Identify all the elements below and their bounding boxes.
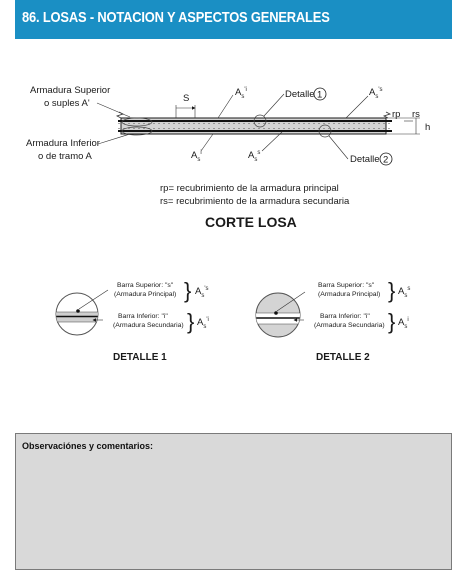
detail-1-top-bar: Barra Superior: "s": [117, 282, 174, 289]
armadura-inferior-label-2: o de tramo A: [38, 151, 92, 162]
detalle-2-label: Detalle: [350, 154, 380, 165]
legend-rs: rs= recubrimiento de la armadura secundaria: [160, 196, 350, 207]
observations-box[interactable]: [15, 433, 452, 570]
as-top-left-label: $A_s^{'i}$: [235, 87, 247, 100]
detail-2: [250, 278, 410, 363]
detail-1-bottom-as: $A_s^{'i}$: [197, 317, 209, 330]
break-right-icon: [384, 112, 390, 118]
detail-2-title: DETALLE 2: [316, 352, 370, 363]
detail-1-bottom-bar-2: (Armadura Secundaria): [113, 322, 184, 329]
h-label: h: [425, 122, 431, 133]
detail-2-bottom-brace: }: [388, 309, 396, 334]
corte-losa-title: CORTE LOSA: [205, 214, 297, 230]
detail-1-bottom-brace: }: [187, 309, 195, 334]
detail-2-top-bar-2: (Armadura Principal): [318, 291, 381, 298]
detail-2-top-brace: }: [388, 278, 396, 303]
detail-2-bottom-as: $A_s^i$: [398, 317, 409, 330]
armadura-superior-label: Armadura Superior: [30, 85, 111, 96]
detail-2-bottom-bar: Barra Inferior: "i": [320, 313, 370, 320]
as-bottom-left-label: $A_s^i$: [191, 150, 202, 163]
detail-1-title: DETALLE 1: [113, 352, 167, 363]
rs-label: rs: [412, 109, 420, 120]
as-bottom-mid-label: $A_s^s$: [248, 150, 261, 163]
as-top-right-label: $A_s^{'s}$: [369, 87, 383, 100]
rp-label: rp: [392, 109, 401, 120]
detalle-2-number: 2: [383, 154, 389, 166]
detail-1-bottom-bar: Barra Inferior: "i": [118, 313, 168, 320]
armadura-inferior-leader: [98, 134, 130, 144]
detail-1-top-brace: }: [184, 278, 192, 303]
detail-2-top-bar: Barra Superior: "s": [318, 282, 375, 289]
slab-section: [117, 112, 392, 137]
detail-1-top-bar-2: (Armadura Principal): [114, 291, 177, 298]
detail-1: [50, 278, 209, 363]
spacing-label: S: [183, 93, 190, 104]
legend-rp: rp= recubrimiento de la armadura principal: [160, 183, 339, 194]
detail-2-top-as: $A_s^s$: [398, 286, 411, 299]
page-title: 86. LOSAS - NOTACION Y ASPECTOS GENERALES: [22, 9, 330, 26]
detalle-1-label: Detalle: [285, 89, 315, 100]
armadura-superior-leader: [97, 103, 130, 117]
armadura-inferior-label: Armadura Inferior: [26, 138, 100, 149]
detail-2-bottom-bar-2: (Armadura Secundaria): [314, 322, 385, 329]
observations-title: Observaciónes y comentarios:: [22, 441, 154, 451]
armadura-superior-label-2: o suples A': [44, 98, 90, 109]
detalle-1-number: 1: [317, 89, 323, 101]
detail-1-top-as: $A_s^{'s}$: [195, 286, 209, 299]
